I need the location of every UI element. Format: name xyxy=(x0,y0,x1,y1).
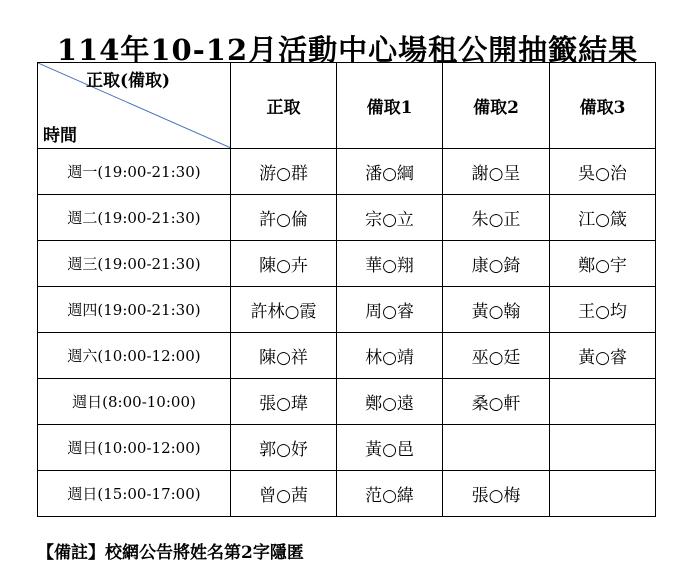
time-cell: 週日(15:00-17:00) xyxy=(38,471,231,517)
alternate-1-cell: 潘○綱 xyxy=(337,149,443,195)
time-cell: 週六(10:00-12:00) xyxy=(38,333,231,379)
time-cell: 週四(19:00-21:30) xyxy=(38,287,231,333)
primary-cell: 郭○妤 xyxy=(231,425,337,471)
corner-header-cell xyxy=(38,63,231,149)
alternate-1-cell: 林○靖 xyxy=(337,333,443,379)
alternate-1-cell: 范○緯 xyxy=(337,471,443,517)
table-row xyxy=(38,287,656,333)
alternate-3-cell xyxy=(550,425,656,471)
alternate-1-cell: 華○翔 xyxy=(337,241,443,287)
alternate-3-cell: 吳○治 xyxy=(550,149,656,195)
alternate-2-cell xyxy=(443,425,550,471)
alternate-2-cell: 張○梅 xyxy=(443,471,550,517)
alternate-3-cell xyxy=(550,471,656,517)
alternate-2-cell: 黃○翰 xyxy=(443,287,550,333)
lottery-results-table xyxy=(37,62,656,517)
corner-label-time: 時間 xyxy=(43,126,77,146)
header-alternate-1: 備取1 xyxy=(337,63,443,149)
alternate-2-cell: 巫○廷 xyxy=(443,333,550,379)
table-row xyxy=(38,471,656,517)
table-row xyxy=(38,149,656,195)
corner-label-selection: 正取(備取) xyxy=(86,71,171,91)
header-alternate-2: 備取2 xyxy=(443,63,550,149)
alternate-3-cell: 鄭○宇 xyxy=(550,241,656,287)
table-row xyxy=(38,379,656,425)
table-row xyxy=(38,333,656,379)
alternate-3-cell: 黃○睿 xyxy=(550,333,656,379)
alternate-1-cell: 鄭○遠 xyxy=(337,379,443,425)
primary-cell: 陳○祥 xyxy=(231,333,337,379)
header-alternate-3: 備取3 xyxy=(550,63,656,149)
time-cell: 週日(10:00-12:00) xyxy=(38,425,231,471)
primary-cell: 陳○卉 xyxy=(231,241,337,287)
primary-cell: 許林○霞 xyxy=(231,287,337,333)
time-cell: 週三(19:00-21:30) xyxy=(38,241,231,287)
alternate-2-cell: 康○錡 xyxy=(443,241,550,287)
table-row xyxy=(38,425,656,471)
table-row xyxy=(38,195,656,241)
alternate-1-cell: 黃○邑 xyxy=(337,425,443,471)
table-row xyxy=(38,241,656,287)
footnote: 【備註】校網公告將姓名第2字隱匿 xyxy=(37,543,304,563)
alternate-3-cell: 王○均 xyxy=(550,287,656,333)
alternate-2-cell: 謝○呈 xyxy=(443,149,550,195)
time-cell: 週一(19:00-21:30) xyxy=(38,149,231,195)
primary-cell: 曾○茜 xyxy=(231,471,337,517)
alternate-2-cell: 朱○正 xyxy=(443,195,550,241)
alternate-2-cell: 桑○軒 xyxy=(443,379,550,425)
time-cell: 週日(8:00-10:00) xyxy=(38,379,231,425)
document-title: 114年10-12月活動中心場租公開抽籤結果 xyxy=(56,33,639,67)
alternate-1-cell: 周○睿 xyxy=(337,287,443,333)
header-primary: 正取 xyxy=(231,63,337,149)
alternate-3-cell xyxy=(550,379,656,425)
primary-cell: 游○群 xyxy=(231,149,337,195)
time-cell: 週二(19:00-21:30) xyxy=(38,195,231,241)
primary-cell: 張○瑋 xyxy=(231,379,337,425)
primary-cell: 許○倫 xyxy=(231,195,337,241)
table-header-row xyxy=(38,63,656,149)
alternate-1-cell: 宗○立 xyxy=(337,195,443,241)
alternate-3-cell: 江○箴 xyxy=(550,195,656,241)
